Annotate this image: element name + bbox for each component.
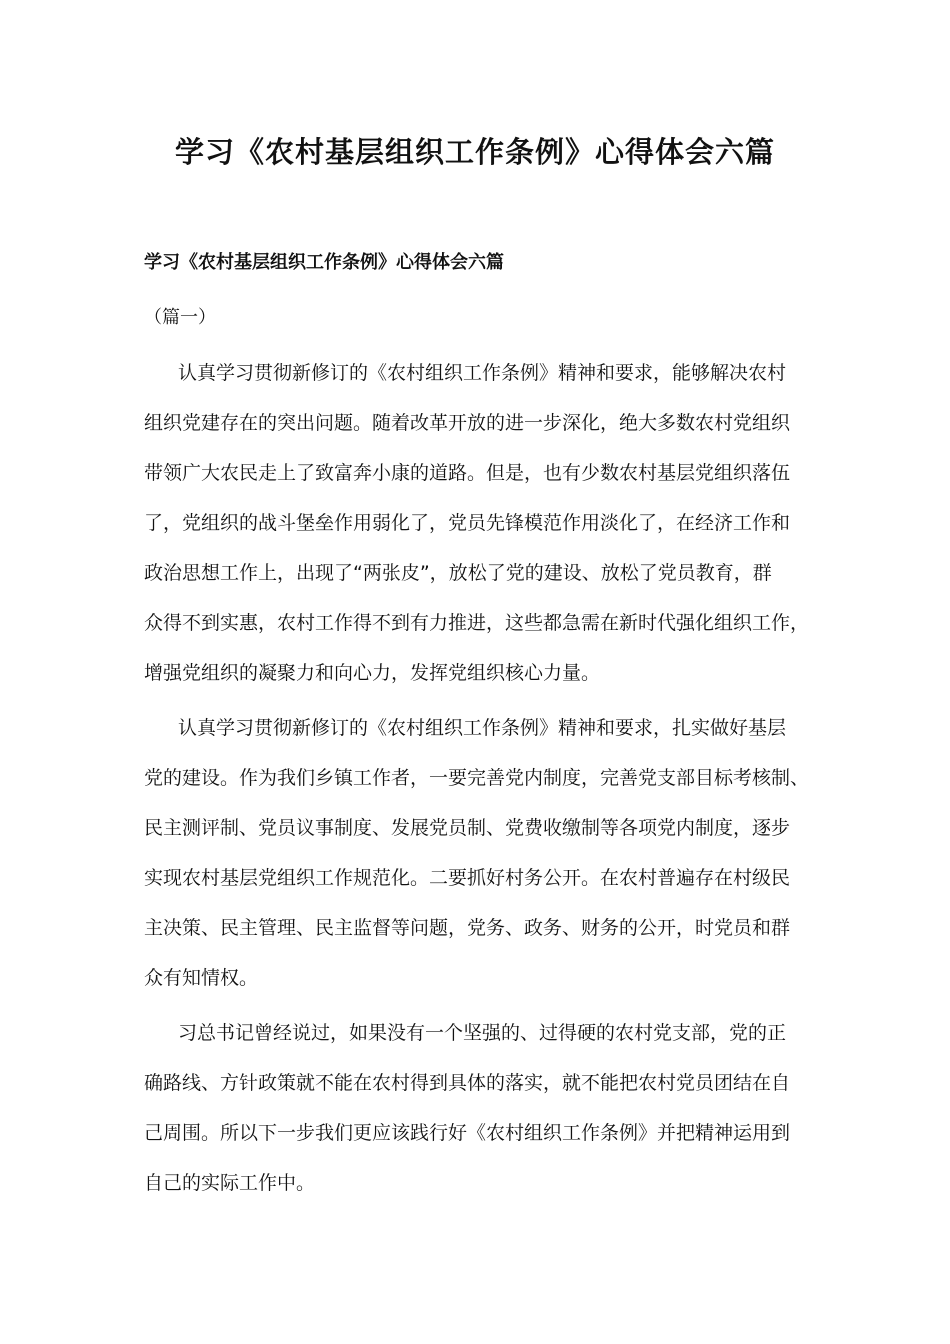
paragraph-2	[144, 703, 810, 1003]
paragraph-1	[144, 348, 810, 698]
paragraph-line: 众得不到实惠，农村工作得不到有力推进，这些都急需在新时代强化组织工作，	[144, 612, 810, 634]
paragraph-line: 己周围。所以下一步我们更应该践行好《农村组织工作条例》并把精神运用到	[144, 1122, 791, 1144]
paragraph-line: 政治思想工作上，出现了“两张皮”，放松了党的建设、放松了党员教育，群	[144, 562, 772, 584]
paragraph-line: 组织党建存在的突出问题。随着改革开放的进一步深化，绝大多数农村党组织	[144, 412, 791, 434]
paragraph-line: 习总书记曾经说过，如果没有一个坚强的、过得硬的农村党支部，党的正	[178, 1022, 787, 1044]
paragraph-line: 党的建设。作为我们乡镇工作者，一要完善党内制度，完善党支部目标考核制、	[144, 767, 810, 789]
section-heading: 学习《农村基层组织工作条例》心得体会六篇	[144, 252, 504, 273]
paragraph-line: 自己的实际工作中。	[144, 1172, 316, 1194]
paragraph-line: 实现农村基层党组织工作规范化。二要抓好村务公开。在农村普遍存在村级民	[144, 867, 791, 889]
paragraph-line: 认真学习贯彻新修订的《农村组织工作条例》精神和要求，能够解决农村	[178, 362, 787, 384]
paragraph-line: 确路线、方针政策就不能在农村得到具体的落实，就不能把农村党员团结在自	[144, 1072, 791, 1094]
paragraph-line: 认真学习贯彻新修订的《农村组织工作条例》精神和要求，扎实做好基层	[178, 717, 787, 739]
paragraph-3	[144, 1008, 806, 1208]
paragraph-line: 了，党组织的战斗堡垒作用弱化了，党员先锋模范作用淡化了，在经济工作和	[144, 512, 791, 534]
paragraph-line: 增强党组织的凝聚力和向心力，发挥党组织核心力量。	[144, 662, 601, 684]
paragraph-line: 民主测评制、党员议事制度、发展党员制、党费收缴制等各项党内制度，逐步	[144, 817, 791, 839]
document-title: 学习《农村基层组织工作条例》心得体会六篇	[174, 135, 775, 169]
paragraph-line: 众有知情权。	[144, 967, 259, 989]
paragraph-line: 带领广大农民走上了致富奔小康的道路。但是，也有少数农村基层党组织落伍	[144, 462, 791, 484]
part-label: （篇一）	[144, 307, 216, 328]
paragraph-line: 主决策、民主管理、民主监督等问题，党务、政务、财务的公开，时党员和群	[144, 917, 791, 939]
